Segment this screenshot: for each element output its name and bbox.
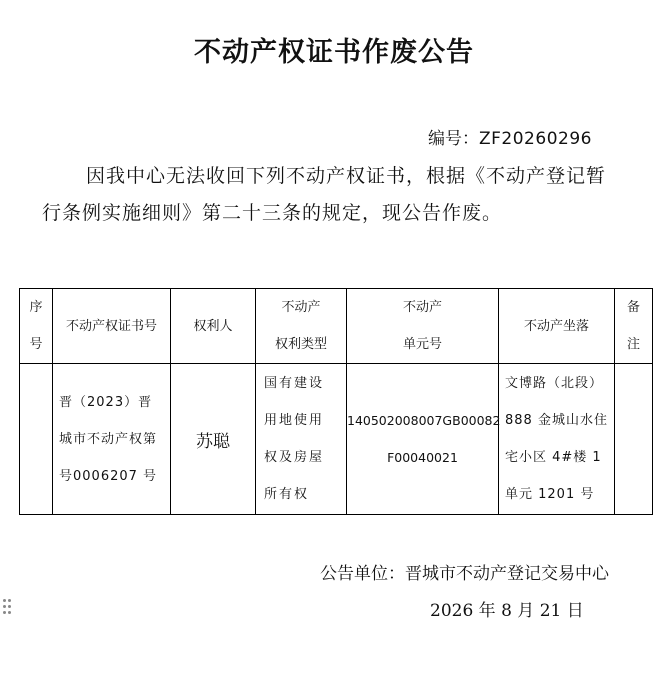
- certificate-table: [19, 288, 653, 515]
- header-remark-line2: 注: [626, 337, 640, 352]
- header-unit-no-line2: 单元号: [402, 337, 442, 352]
- header-seq-line1: 序: [29, 300, 43, 315]
- drag-dot: [3, 611, 6, 614]
- drag-dot: [8, 611, 11, 614]
- announcement-date: 2026 年 8 月 21 日: [430, 601, 584, 621]
- header-location: 不动产坐落: [499, 289, 615, 364]
- header-right-type-line2: 权利类型: [274, 337, 327, 352]
- header-right-type: [256, 289, 347, 364]
- header-unit-no: [347, 289, 499, 364]
- drag-dot: [8, 599, 11, 602]
- doc-number-label: 编号：: [428, 129, 479, 149]
- drag-handle-icon[interactable]: [3, 599, 11, 615]
- table-row: [20, 364, 653, 515]
- cell-location: 文博路（北段）888 金城山水住宅小区 4#楼 1 单元 1201 号: [499, 364, 615, 515]
- issuing-unit-label: 公告单位：: [320, 564, 405, 584]
- cell-unit-no-line1: 140502008007GB00082: [347, 413, 501, 428]
- issuing-unit-value: 晋城市不动产登记交易中心: [405, 564, 609, 584]
- cell-holder: 苏聪: [171, 364, 256, 515]
- drag-dot: [8, 605, 11, 608]
- header-seq-line2: 号: [29, 337, 43, 352]
- header-seq: [20, 289, 53, 364]
- drag-dot: [3, 605, 6, 608]
- cell-remark: [615, 364, 653, 515]
- doc-number: [428, 124, 592, 149]
- header-remark: [615, 289, 653, 364]
- cell-right-type: 国有建设用地使用权及房屋所有权: [256, 364, 347, 515]
- cell-cert-no: 晋（2023）晋城市不动产权第号0006207 号: [53, 364, 171, 515]
- drag-dot: [3, 599, 6, 602]
- issuing-unit: [320, 559, 609, 584]
- header-remark-line1: 备: [626, 300, 640, 315]
- cell-unit-no: [347, 364, 499, 515]
- header-unit-no-line1: 不动产: [402, 300, 442, 315]
- table-header-row: [20, 289, 653, 364]
- doc-number-value: ZF20260296: [479, 129, 592, 149]
- header-holder: 权利人: [171, 289, 256, 364]
- page-title: 不动产权证书作废公告: [194, 37, 474, 68]
- announcement-body: 因我中心无法收回下列不动产权证书，根据《不动产登记暂行条例实施细则》第二十三条的规定，现公告作废。: [42, 165, 607, 224]
- cell-unit-no-line2: F00040021: [387, 450, 458, 465]
- header-right-type-line1: 不动产: [281, 300, 321, 315]
- header-cert-no: 不动产权证书号: [53, 289, 171, 364]
- cell-seq: [20, 364, 53, 515]
